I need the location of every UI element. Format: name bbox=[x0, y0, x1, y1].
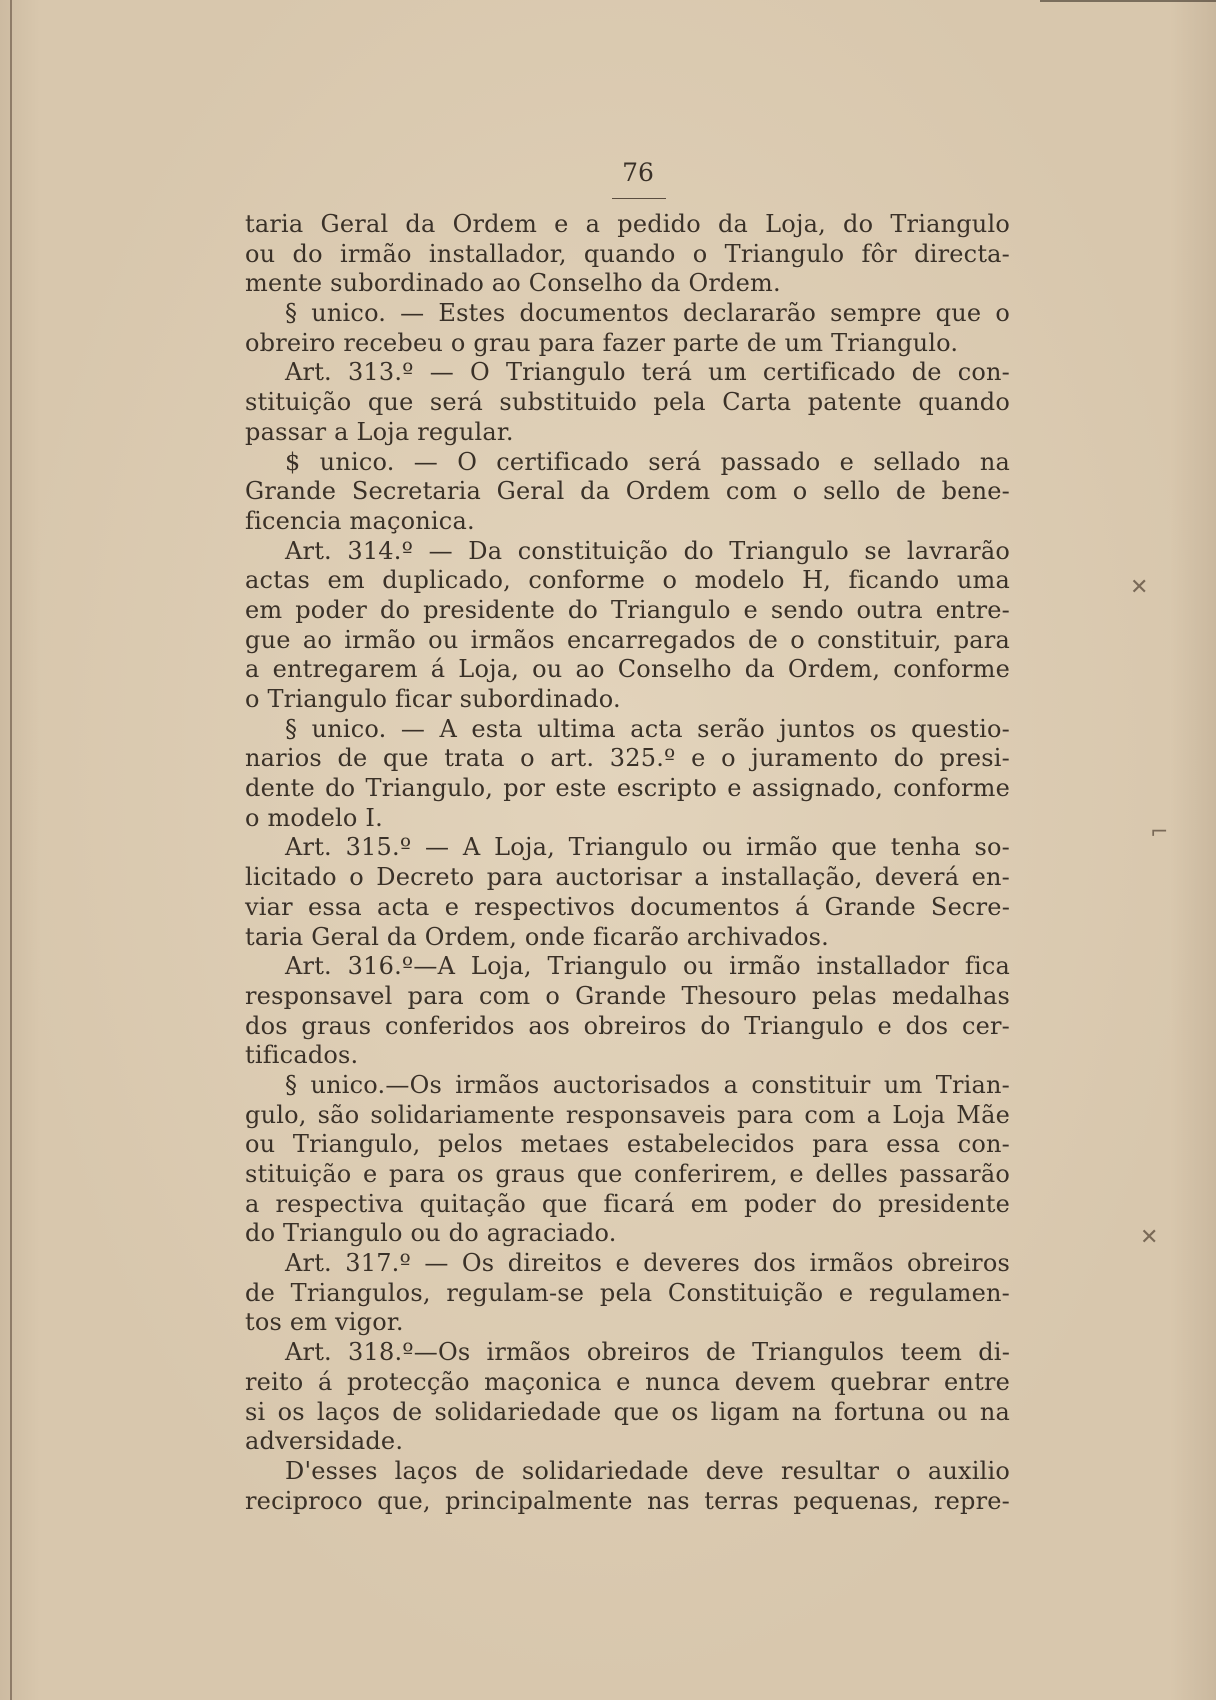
text-line: actas em duplicado, conforme o modelo H, ficando uma bbox=[245, 566, 1010, 595]
text-line: Art. 314.º — Da constituição do Triangulo se lavrarão bbox=[285, 536, 1010, 565]
text-line: ou do irmão installador, quando o Triangulo fôr directa- bbox=[245, 239, 1010, 268]
page-number: 76 bbox=[622, 158, 654, 187]
text-line: ou Triangulo, pelos metaes estabelecidos para essa con- bbox=[245, 1130, 1010, 1159]
text-line: responsavel para com o Grande Thesouro pelas medalhas bbox=[245, 981, 1010, 1010]
text-line: ficencia maçonica. bbox=[245, 506, 475, 535]
page-top-edge bbox=[1040, 0, 1216, 2]
text-line: narios de que trata o art. 325.º e o juramento do presi- bbox=[245, 744, 1010, 773]
text-line: gue ao irmão ou irmãos encarregados de o constituir, para bbox=[245, 625, 1010, 654]
text-line: mente subordinado ao Conselho da Ordem. bbox=[245, 269, 781, 298]
text-line: Grande Secretaria Geral da Ordem com o sello de bene- bbox=[245, 477, 1010, 506]
text-line: taria Geral da Ordem, onde ficarão archivados. bbox=[245, 922, 829, 951]
text-line: stituição que será substituido pela Carta patente quando bbox=[245, 388, 1010, 417]
page-number-rule bbox=[612, 198, 666, 199]
text-line: em poder do presidente do Triangulo e sendo outra entre- bbox=[245, 595, 1010, 624]
text-line: Art. 318.º—Os irmãos obreiros de Triangulos teem di- bbox=[285, 1338, 1010, 1367]
text-line: tos em vigor. bbox=[245, 1308, 404, 1337]
text-line: Art. 317.º — Os direitos e deveres dos irmãos obreiros bbox=[285, 1249, 1010, 1278]
text-line: a entregarem á Loja, ou ao Conselho da Ordem, conforme bbox=[245, 655, 1010, 684]
text-line: de Triangulos, regulam-se pela Constituição e regulamen- bbox=[245, 1278, 1010, 1307]
text-line: $ unico. — O certificado será passado e sellado na bbox=[285, 447, 1010, 476]
margin-pencil-mark: ⌐ bbox=[1150, 820, 1169, 845]
text-line: do Triangulo ou do agraciado. bbox=[245, 1219, 617, 1248]
text-line: adversidade. bbox=[245, 1427, 404, 1456]
text-line: Art. 316.º—A Loja, Triangulo ou irmão installador fica bbox=[285, 952, 1010, 981]
text-line: Art. 313.º — O Triangulo terá um certificado de con- bbox=[285, 358, 1010, 387]
text-line: viar essa acta e respectivos documentos á Grande Secre- bbox=[245, 892, 1010, 921]
text-line: o modelo I. bbox=[245, 803, 383, 832]
text-line: obreiro recebeu o grau para fazer parte de um Triangulo. bbox=[245, 328, 959, 357]
text-line: reito á protecção maçonica e nunca devem quebrar entre bbox=[245, 1367, 1010, 1396]
text-line: § unico. — A esta ultima acta serão juntos os questio- bbox=[285, 714, 1010, 743]
text-line: § unico. — Estes documentos declararão sempre que o bbox=[285, 299, 1010, 328]
text-line: si os laços de solidariedade que os ligam na fortuna ou na bbox=[245, 1397, 1010, 1426]
text-line: Art. 315.º — A Loja, Triangulo ou irmão que tenha so- bbox=[285, 833, 1010, 862]
text-line: o Triangulo ficar subordinado. bbox=[245, 685, 621, 713]
text-line: licitado o Decreto para auctorisar a installação, deverá en- bbox=[245, 863, 1010, 892]
margin-pencil-mark: ✕ bbox=[1130, 575, 1149, 600]
text-line: a respectiva quitação que ficará em poder do presidente bbox=[245, 1189, 1010, 1218]
text-line: tificados. bbox=[245, 1041, 359, 1070]
text-line: § unico.—Os irmãos auctorisados a constituir um Trian- bbox=[285, 1070, 1010, 1099]
text-line: D'esses laços de solidariedade deve resultar o auxilio bbox=[285, 1456, 1010, 1485]
text-line: reciproco que, principalmente nas terras pequenas, repre- bbox=[245, 1486, 1010, 1515]
page-binding-edge bbox=[10, 0, 12, 1700]
body-text bbox=[245, 210, 1010, 1516]
text-line: gulo, são solidariamente responsaveis para com a Loja Mãe bbox=[245, 1100, 1010, 1129]
margin-pencil-mark: ✕ bbox=[1140, 1225, 1159, 1250]
text-line: passar a Loja regular. bbox=[245, 417, 514, 446]
text-line: taria Geral da Ordem e a pedido da Loja, do Triangulo bbox=[245, 210, 1010, 238]
text-line: dente do Triangulo, por este escripto e assignado, conforme bbox=[245, 774, 1010, 803]
text-line: stituição e para os graus que conferirem, e delles passarão bbox=[245, 1160, 1010, 1188]
text-line: dos graus conferidos aos obreiros do Triangulo e dos cer- bbox=[245, 1011, 1010, 1040]
